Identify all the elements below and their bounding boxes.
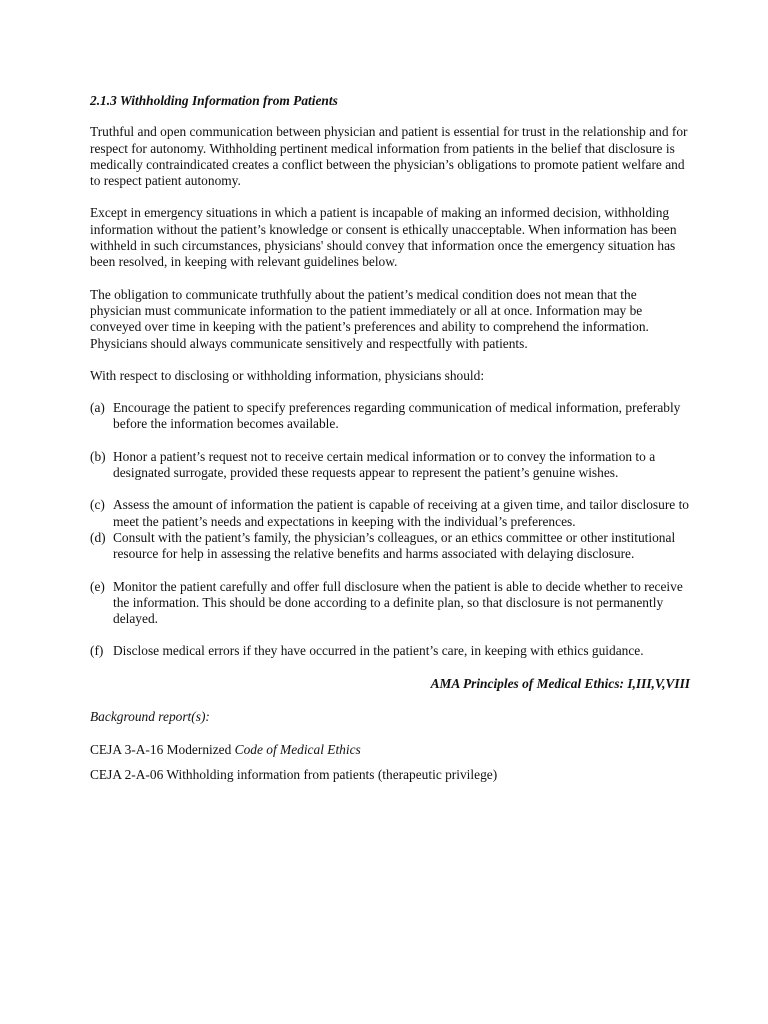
paragraph: The obligation to communicate truthfully about the patient’s medical condition does not mean that the physician must communicate information to the patient immediately or all at once. Information may be conveyed over time in keeping with the patient’s preferences and ability to comprehend the information. Physicians should always communicate sensitively and respectfully with patients.	[90, 286, 649, 351]
list-marker: (a)	[90, 400, 105, 416]
list-marker: (f)	[90, 643, 104, 659]
background-report	[90, 767, 690, 783]
list-item-text: Encourage the patient to specify preferences regarding communication of medical information, preferably before the information becomes available.	[113, 400, 681, 432]
section-title: 2.1.3 Withholding Information from Patients	[90, 93, 338, 108]
list-item	[90, 449, 690, 482]
list-item	[90, 400, 690, 433]
background-heading: Background report(s):	[90, 709, 210, 725]
list-marker: (b)	[90, 448, 106, 464]
paragraph: Except in emergency situations in which a patient is incapable of making an informed decision, withholding information without the patient’s knowledge or consent is ethically unacceptable. When information has been withheld in such circumstances, physicians' should convey that information once the emergency situation has been resolved, in keeping with relevant guidelines below.	[90, 205, 677, 270]
list-item	[90, 497, 690, 530]
list-marker: (e)	[90, 578, 105, 594]
list-item	[90, 579, 690, 628]
list-item-text: Honor a patient’s request not to receive certain medical information or to convey the information to a designated surrogate, provided these requests appear to represent the patient’s genuine wishes.	[113, 448, 656, 481]
list-item	[90, 530, 690, 563]
list-item-text: Consult with the patient’s family, the physician’s colleagues, or an ethics committee or other institutional resource for help in assessing the relative benefits and harms associated with delaying disclosure.	[113, 529, 676, 562]
ethics-citation: AMA Principles of Medical Ethics: I,III,V,VIII	[430, 675, 690, 691]
list-marker: (d)	[90, 529, 106, 545]
list-intro: With respect to disclosing or withholding information, physicians should:	[90, 367, 485, 383]
report-title: Code of Medical Ethics	[234, 742, 361, 758]
guidance-list	[90, 400, 690, 660]
list-item-text: Assess the amount of information the patient is capable of receiving at a given time, and tailor disclosure to meet the patient’s needs and expectations in keeping with the individual’s preferences.	[113, 497, 690, 529]
report-text: CEJA 2-A-06 Withholding information from patients (therapeutic privilege)	[90, 766, 498, 782]
document-content	[90, 93, 690, 791]
list-item-text: Disclose medical errors if they have occurred in the patient’s care, in keeping with ethics guidance.	[113, 643, 644, 659]
list-item-text: Monitor the patient carefully and offer full disclosure when the patient is able to decide whether to receive the information. This should be done according to a definite plan, so that disclosure is not permanently delayed.	[113, 578, 683, 627]
background-report	[90, 742, 690, 758]
paragraph: Truthful and open communication between physician and patient is essential for trust in the relationship and for respect for autonomy. Withholding pertinent medical information from patients in the belief that disclosure is medically contraindicated creates a conflict between the physician’s obligations to promote patient welfare and to respect patient autonomy.	[90, 124, 688, 189]
report-text: CEJA 3-A-16 Modernized	[90, 742, 235, 758]
list-item	[90, 643, 690, 659]
list-marker: (c)	[90, 497, 105, 513]
